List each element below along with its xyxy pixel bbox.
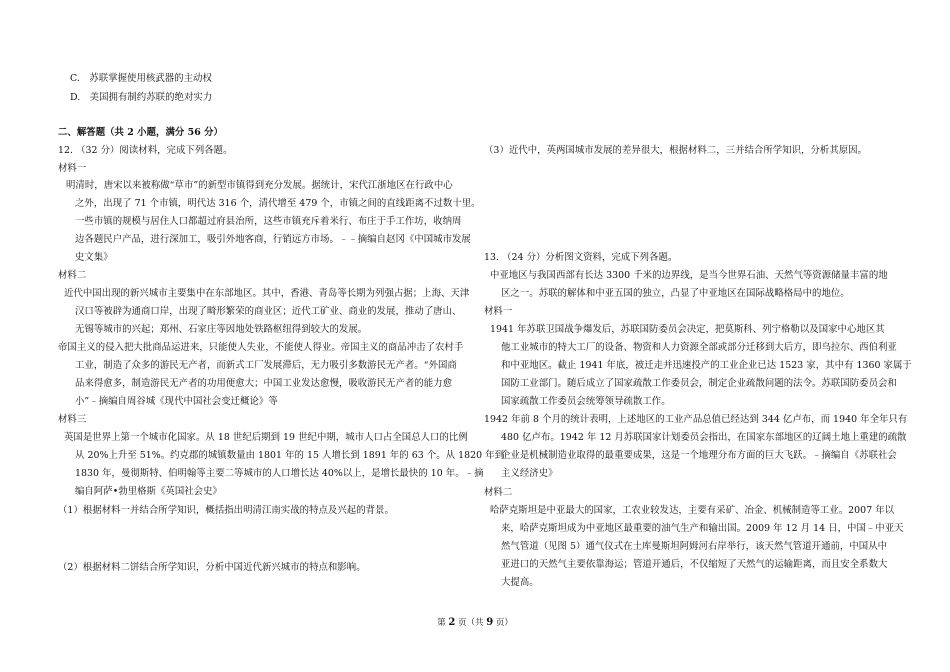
current-page-number: 2: [448, 617, 456, 628]
material-2b-line: 工业，制造了众多的游民无产者，而新式工厂发展滞后，无力吸引多数游民无产者。“外国商: [75, 360, 457, 371]
q13-material-1b-line: 1942 年前 8 个月的统计表明，上述地区的工业产品总值已经达到 344 亿卢布，而 1940 年全年只有: [484, 414, 908, 425]
q13-material-2-line: 然气管道（见图 5）通气仪式在土库曼斯坦阿姆河右岸举行，该天然气管道开通前，中国从中: [501, 541, 888, 552]
page-footer: [0, 617, 950, 629]
material-2-line: 近代中国出现的新兴城市主要集中在东部地区。其中，香港、青岛等长期为列强占据；上海、天津: [64, 288, 470, 299]
q13-material-2-line: 哈萨克斯坦是中亚最大的国家，工农业较发达，主要有采矿、冶金、机械制造等工业。2007 年以: [490, 505, 895, 516]
q13-material-1-line: 国家疏散工作委员会统筹领导疏散工作。: [501, 396, 671, 407]
q13-material-2-line: 亚进口的天然气主要依靠海运；管道开通后，不仅缩短了天然气的运输距离，而且安全系数大: [501, 559, 888, 570]
q13-material-2-title: 材料二: [484, 487, 513, 498]
option-c: C. 苏联掌握使用核武器的主动权: [70, 73, 212, 84]
section-heading: 二、解答题（共 2 小题，满分 56 分）: [58, 127, 223, 138]
q13-material-1-title: 材料一: [484, 306, 513, 317]
material-2b-line: 小”﹣摘编自周谷城《现代中国社会变迁概论》等: [75, 396, 278, 407]
material-3-line: 英国是世界上第一个城市化国家。从 18 世纪后期到 19 世纪中期，城市人口占全国总人口的比例: [64, 432, 468, 443]
q13-material-1-line: 他工业城市的特大工厂的设备、物资和人力资源全部或部分迁移到大后方，即乌拉尔、西伯利亚: [501, 342, 897, 353]
q13-material-2-line: 大提高。: [501, 577, 539, 588]
q13-material-1-line: 国防工业部门。随后成立了国家疏散工作委员会，制定企业疏散问题的法令。苏联国防委员会和: [501, 378, 897, 389]
material-1-line: 边各题民户产品，进行深加工，吸引外地客商，行销远方市场。﹣﹣摘编自赵冈《中国城市发展: [75, 234, 471, 245]
q13-material-1b-line: 主义经济史》: [501, 468, 558, 479]
question-12-2: （2）根据材料二饼结合所学知识，分析中国近代新兴城市的特点和影响。: [58, 562, 366, 573]
q13-material-1b-line: 企业是机械制造业取得的最重要成果，这是一个地理分布方面的巨大飞跃。﹣摘编自《苏联社会: [501, 450, 897, 461]
material-3-line: 从 20%上升至 51%。约克郡的城镇数量由 1801 年的 15 人增长到 1891 年的 63 个。从 1820 年到: [75, 450, 505, 461]
option-d: D. 美国拥有制约苏联的绝对实力: [70, 92, 213, 103]
material-3-line: 编自阿萨•勃里格斯《英国社会史》: [75, 486, 222, 497]
question-13-line: 中亚地区与我国西部有长达 3300 千米的边界线，是当今世界石油、天然气等资源储量丰富的地: [490, 270, 888, 281]
q13-material-1-line: 和中亚地区。截止 1941 年底，被迁走并迅速投产的工业企业已达 1523 家，其中有 1360 家属于: [501, 360, 912, 371]
q13-material-1b-line: 480 亿卢布。1942 年 12 月苏联国家计划委员会指出，在国家东部地区的辽阔土地上重建的疏散: [501, 432, 907, 443]
material-1-line: 之外，出现了 71 个市镇，明代达 316 个，清代增至 479 个，市镇之间的直线距离不过数十里。: [75, 198, 481, 209]
question-13-intro: 13. （24 分）分析图文资料，完成下列各题。: [484, 252, 678, 263]
material-1-line: 史文集》: [75, 252, 113, 263]
material-2b-line: 品来得愈多，制造游民无产者的功用便愈大；中国工业发达愈慢，吸收游民无产者的能力愈: [75, 378, 453, 389]
footer-suffix: 页）: [495, 618, 513, 628]
footer-prefix: 第: [437, 618, 446, 628]
question-12-1: （1）根据材料一并结合所学知识，概括指出明清江南实战的特点及兴起的背景。: [58, 505, 394, 516]
material-2-title: 材料二: [58, 270, 87, 281]
material-3-line: 1830 年，曼彻斯特、伯明翰等主要二等城市的人口增长达 40%以上，是增长最快的 10 年。﹣摘: [75, 468, 484, 479]
material-2-line: 无锡等城市的兴起；郑州、石家庄等因地处铁路枢纽得到较大的发展。: [75, 324, 368, 335]
material-2b-line: 帝国主义的侵入把大批商品运进来，只能使人失业，不能使人得业。帝国主义的商品冲击了农村手: [58, 342, 464, 353]
material-1-line: 明清时，唐宋以来被称做“草市”的新型市镇得到充分发展。据统计，宋代江浙地区在行政中心: [66, 180, 453, 191]
material-2-line: 汉口等被辟为通商口岸，出现了畸形繁荣的商业区；近代工矿业、商业的发展，推动了唐山、: [75, 306, 462, 317]
question-12-intro: 12. （32 分）阅读材料，完成下列各题。: [58, 145, 233, 156]
total-page-count: 9: [486, 617, 494, 628]
footer-middle: 页（共: [457, 618, 484, 628]
question-13-line: 区之一。苏联的解体和中亚五国的独立，凸显了中亚地区在国际战略格局中的地位。: [501, 288, 850, 299]
q13-material-2-line: 来，哈萨克斯坦成为中亚地区最重要的油气生产和输出国。2009 年 12 月 14 日，中国﹣中亚天: [501, 523, 904, 534]
question-12-3: （3）近代中，英两国城市发展的差异很大，根据材料二，三并结合所学知识，分析其原因。: [484, 145, 868, 156]
material-1-title: 材料一: [58, 163, 87, 174]
q13-material-1-line: 1941 年苏联卫国战争爆发后，苏联国防委员会决定，把莫斯科、列宁格勒以及国家中心地区其: [490, 324, 885, 335]
material-1-line: 一些市镇的规模与居住人口都超过府县治所，这些市镇充斥着米行、布庄于手工作坊，收纳周: [75, 216, 462, 227]
material-3-title: 材料三: [58, 414, 87, 425]
